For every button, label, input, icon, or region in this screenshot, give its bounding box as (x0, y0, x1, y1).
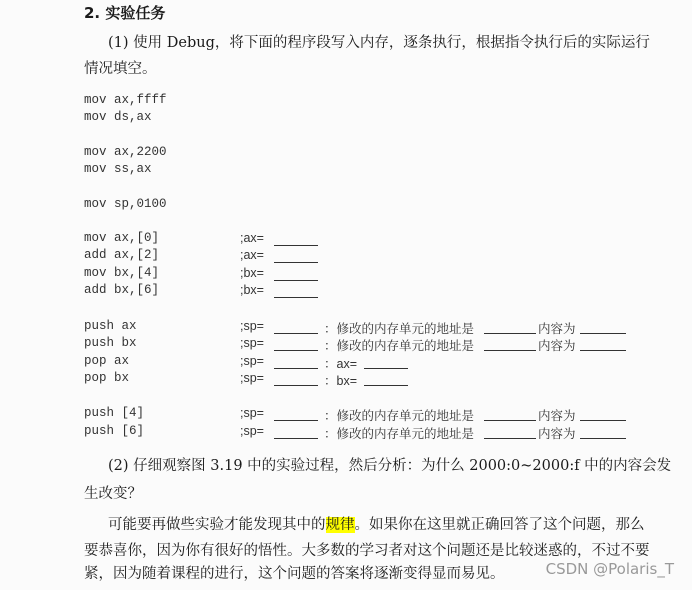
code-instruction: push [4] (84, 406, 145, 420)
task2-line1: (2) 仔细观察图 3.19 中的实验过程，然后分析：为什么 2000:0~2000:f 中的内容会发 (108, 458, 672, 474)
fill-blank[interactable] (484, 321, 536, 334)
code-instruction: add bx,[6] (84, 283, 160, 297)
fill-blank[interactable] (274, 285, 318, 298)
fill-blank[interactable] (274, 250, 318, 263)
code-instruction: push ax (84, 319, 137, 333)
register-label: ;sp= (240, 406, 264, 420)
highlighted-word: 规律 (325, 517, 355, 533)
fill-blank[interactable] (274, 233, 318, 246)
task1-line1: (1) 使用 Debug，将下面的程序段写入内存，逐条执行，根据指令执行后的实际运行 (108, 35, 650, 51)
fill-blank[interactable] (484, 408, 536, 421)
fill-blank[interactable] (364, 373, 408, 386)
register-label: ;bx= (240, 266, 264, 280)
fill-blank[interactable] (580, 408, 626, 421)
fill-blank[interactable] (274, 356, 318, 369)
answer-line1 (108, 512, 645, 538)
fill-blank[interactable] (364, 356, 408, 369)
task1-line2: 情况填空。 (84, 61, 157, 77)
register-label: ;bx= (240, 283, 264, 297)
content-label: 内容为 (538, 339, 576, 353)
content-label: 内容为 (538, 409, 576, 423)
task2-line2: 生改变？ (84, 486, 142, 502)
register-label: ;ax= (240, 248, 264, 262)
answer-post: 。如果你在这里就正确回答了这个问题，那么 (354, 517, 645, 533)
register-label: ;sp= (240, 371, 264, 385)
note-label: ：bx= (324, 374, 358, 388)
register-label: ;sp= (240, 319, 264, 333)
content-label: 内容为 (538, 427, 576, 441)
watermark: CSDN @Polaris_T (545, 560, 674, 578)
code-instruction: add ax,[2] (84, 248, 160, 262)
code-instruction: mov ax,[0] (84, 231, 160, 245)
register-label: ;sp= (240, 336, 264, 350)
fill-blank[interactable] (274, 408, 318, 421)
fill-blank[interactable] (274, 321, 318, 334)
code-instruction: pop ax (84, 354, 130, 368)
content-label: 内容为 (538, 322, 576, 336)
fill-blank[interactable] (580, 321, 626, 334)
code-instruction: mov bx,[4] (84, 266, 160, 280)
code-instruction: mov ss,ax (84, 162, 152, 176)
fill-blank[interactable] (274, 426, 318, 439)
fill-blank[interactable] (274, 373, 318, 386)
code-instruction: mov ax,2200 (84, 145, 167, 159)
note-label: ：修改的内存单元的地址是 (324, 427, 475, 441)
section-heading: 2. 实验任务 (84, 4, 166, 22)
fill-blank[interactable] (274, 268, 318, 281)
note-label: ：ax= (324, 357, 358, 371)
fill-blank[interactable] (484, 338, 536, 351)
note-label: ：修改的内存单元的地址是 (324, 322, 475, 336)
fill-blank[interactable] (580, 426, 626, 439)
code-instruction: push [6] (84, 424, 145, 438)
fill-blank[interactable] (580, 338, 626, 351)
answer-line2: 要恭喜你，因为你有很好的悟性。大多数的学习者对这个问题还是比较迷惑的，不过不要 (84, 543, 650, 559)
code-instruction: pop bx (84, 371, 130, 385)
note-label: ：修改的内存单元的地址是 (324, 339, 475, 353)
register-label: ;ax= (240, 231, 264, 245)
fill-blank[interactable] (484, 426, 536, 439)
answer-pre: 可能要再做些实验才能发现其中的 (108, 517, 326, 533)
register-label: ;sp= (240, 424, 264, 438)
code-instruction: mov ax,ffff (84, 93, 167, 107)
register-label: ;sp= (240, 354, 264, 368)
note-label: ：修改的内存单元的地址是 (324, 409, 475, 423)
code-instruction: mov sp,0100 (84, 197, 167, 211)
answer-line3: 紧，因为随着课程的进行，这个问题的答案将逐渐变得显而易见。 (84, 566, 505, 582)
fill-blank[interactable] (274, 338, 318, 351)
code-instruction: push bx (84, 336, 137, 350)
code-instruction: mov ds,ax (84, 110, 152, 124)
